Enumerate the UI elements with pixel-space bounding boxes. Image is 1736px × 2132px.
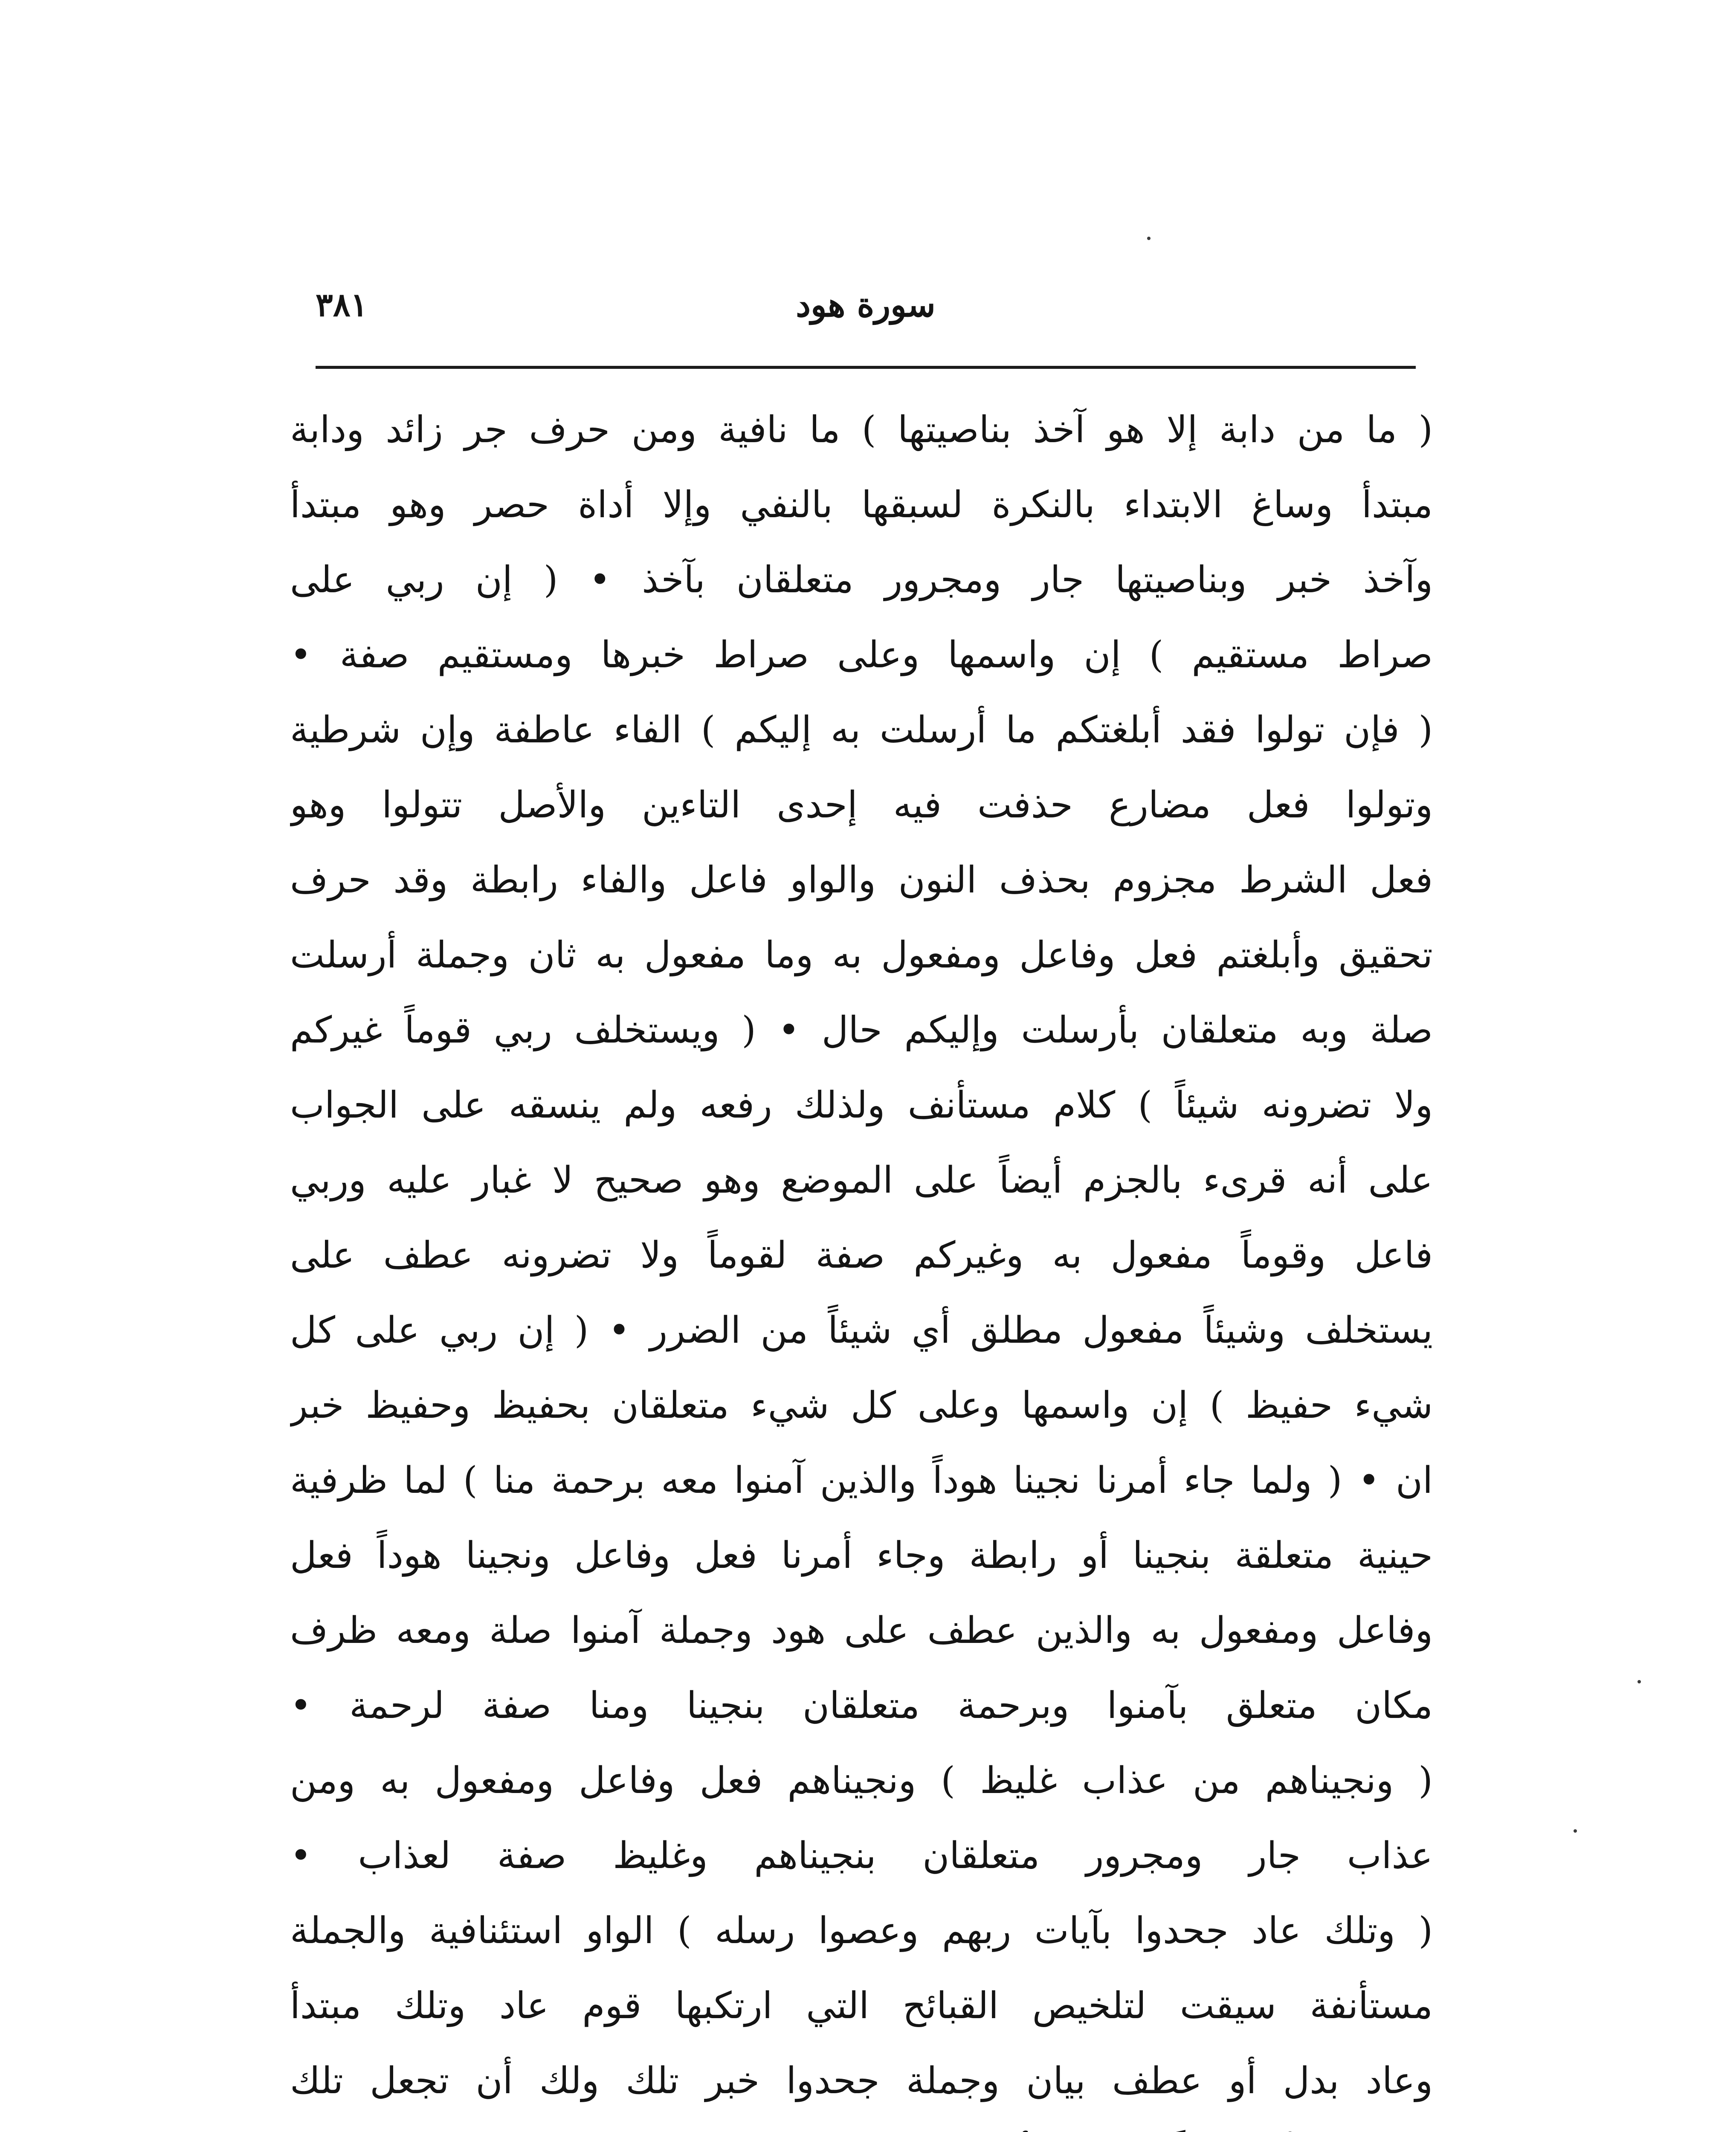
header-rule: [316, 366, 1416, 369]
page-header: [316, 256, 1416, 350]
scan-speck: [1574, 1829, 1577, 1833]
body-text: [290, 392, 1433, 2132]
text-line: وفاعل ومفعول به والذين عطف على هود وجملة آمنوا صلة ومعه ظرف: [290, 1609, 1433, 1652]
text-line: عذاب جار ومجرور متعلقان بنجيناهم وغليظ صفة لعذاب •: [290, 1834, 1433, 1877]
text-line: تحقيق وأبلغتم فعل وفاعل ومفعول به وما مفعول به ثان وجملة أرسلت: [290, 934, 1433, 976]
text-line: ( وتلك عاد جحدوا بآيات ربهم وعصوا رسله ) الواو استئنافية والجملة: [290, 1909, 1433, 1952]
text-line: مبتدأ وساغ الابتداء بالنكرة لسبقها بالنفي وإلا أداة حصر وهو مبتدأ: [290, 484, 1433, 526]
text-line: ان • ( ولما جاء أمرنا نجينا هوداً والذين آمنوا معه برحمة منا ) لما ظرفية: [290, 1459, 1433, 1502]
text-line: ( ونجيناهم من عذاب غليظ ) ونجيناهم فعل وفاعل ومفعول به ومن: [290, 1759, 1433, 1802]
surah-title: سورة هود: [796, 286, 936, 324]
text-line: على أنه قرىء بالجزم أيضاً على الموضع وهو صحيح لا غبار عليه وربي: [290, 1159, 1433, 1202]
text-line: مكان متعلق بآمنوا وبرحمة متعلقان بنجينا ومنا صفة لرحمة •: [290, 1684, 1433, 1727]
text-line: وآخذ خبر وبناصيتها جار ومجرور متعلقان بآخذ • ( إن ربي على: [290, 559, 1433, 601]
text-line: فاعل وقوماً مفعول به وغيركم صفة لقوماً ولا تضرونه عطف على: [290, 1234, 1433, 1277]
text-line: وعاد بدل أو عطف بيان وجملة جحدوا خبر تلك ولك أن تجعل تلك: [290, 2060, 1433, 2102]
text-line: [290, 2118, 1433, 2132]
text-line: صراط مستقيم ) إن واسمها وعلى صراط خبرها ومستقيم صفة •: [290, 634, 1433, 676]
scan-speck: [1637, 1680, 1641, 1683]
text-line: يستخلف وشيئاً مفعول مطلق أي شيئاً من الضرر • ( إن ربي على كل: [290, 1309, 1433, 1352]
scan-speck: [1147, 237, 1151, 240]
text-line: مستأنفة سيقت لتلخيص القبائح التي ارتكبها قوم عاد وتلك مبتدأ: [290, 1984, 1433, 2027]
text-line: ( ما من دابة إلا هو آخذ بناصيتها ) ما نافية ومن حرف جر زائد ودابة: [290, 408, 1433, 451]
text-line: شيء حفيظ ) إن واسمها وعلى كل شيء متعلقان بحفيظ وحفيظ خبر: [290, 1384, 1433, 1427]
text-line: ولا تضرونه شيئاً ) كلام مستأنف ولذلك رفعه ولم ينسقه على الجواب: [290, 1084, 1433, 1127]
text-line: فعل الشرط مجزوم بحذف النون والواو فاعل والفاء رابطة وقد حرف: [290, 859, 1433, 901]
text-line: صلة وبه متعلقان بأرسلت وإليكم حال • ( ويستخلف ربي قوماً غيركم: [290, 1009, 1433, 1052]
page-number: ٣٨١: [316, 286, 368, 324]
text-line: حينية متعلقة بنجينا أو رابطة وجاء أمرنا فعل وفاعل ونجينا هوداً فعل: [290, 1534, 1433, 1577]
text-line: وتولوا فعل مضارع حذفت فيه إحدى التاءين والأصل تتولوا وهو: [290, 784, 1433, 826]
text-line: ( فإن تولوا فقد أبلغتكم ما أرسلت به إليكم ) الفاء عاطفة وإن شرطية: [290, 709, 1433, 751]
